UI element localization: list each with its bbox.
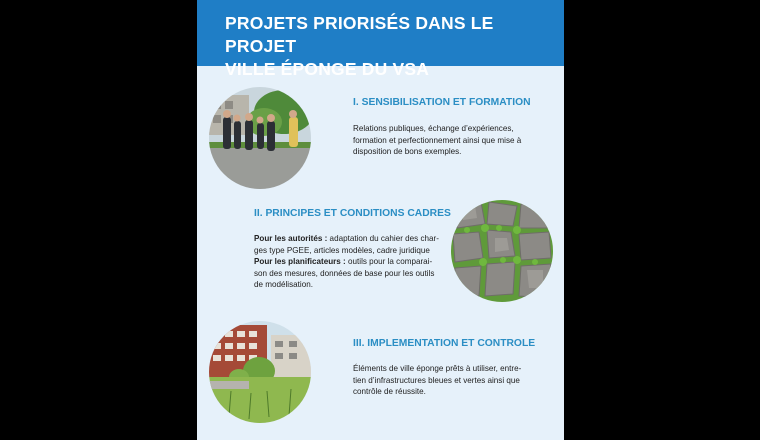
section-2-line-3-rest: outils pour la comparai- bbox=[345, 257, 433, 267]
section-2-line-2: ges type PGEE, articles modèles, cadre juridique bbox=[254, 245, 430, 255]
section-3-text bbox=[353, 363, 521, 398]
section-2-title: II. PRINCIPES ET CONDITIONS CADRES bbox=[254, 208, 451, 219]
section-3-line-1: Éléments de ville éponge prêts à utiliser, entre- bbox=[353, 364, 522, 373]
photo-green-courtyard bbox=[209, 321, 311, 423]
section-3-title: III. IMPLEMENTATION ET CONTROLE bbox=[353, 338, 536, 349]
section-1-line-3: disposition de bons exemples. bbox=[353, 147, 462, 157]
section-2-line-1-rest: adaptation du cahier des char- bbox=[327, 234, 439, 243]
section-2-line-1 bbox=[254, 233, 439, 245]
header-banner bbox=[197, 0, 564, 79]
section-2-line-3 bbox=[254, 256, 439, 268]
section-1-title: I. SENSIBILISATION ET FORMATION bbox=[353, 97, 531, 108]
authorities-label: Pour les autorités : bbox=[254, 234, 328, 243]
page-title bbox=[225, 12, 564, 81]
section-1-line-2: formation et perfectionnement ainsi que mise à bbox=[353, 135, 522, 145]
section-2-text bbox=[254, 233, 439, 291]
section-1-text bbox=[353, 123, 521, 158]
section-1-line-1: Relations publiques, échange d’expériences, bbox=[353, 124, 514, 133]
section-2-line-4: son des mesures, données de base pour les outils bbox=[254, 268, 435, 278]
planners-label: Pour les planificateurs : bbox=[254, 257, 346, 267]
title-line-2: VILLE ÉPONGE DU VSA bbox=[225, 59, 430, 79]
section-3-line-2: tien d’infrastructures bleues et vertes ainsi que bbox=[353, 375, 520, 385]
section-3-line-3: contrôle de réussite. bbox=[353, 387, 426, 397]
photo-paving-grass bbox=[451, 200, 553, 302]
title-line-1: PROJETS PRIORISÉS DANS LE PROJET bbox=[225, 13, 494, 56]
section-2-line-5: de modélisation. bbox=[254, 280, 313, 290]
photo-people-street bbox=[209, 87, 311, 189]
